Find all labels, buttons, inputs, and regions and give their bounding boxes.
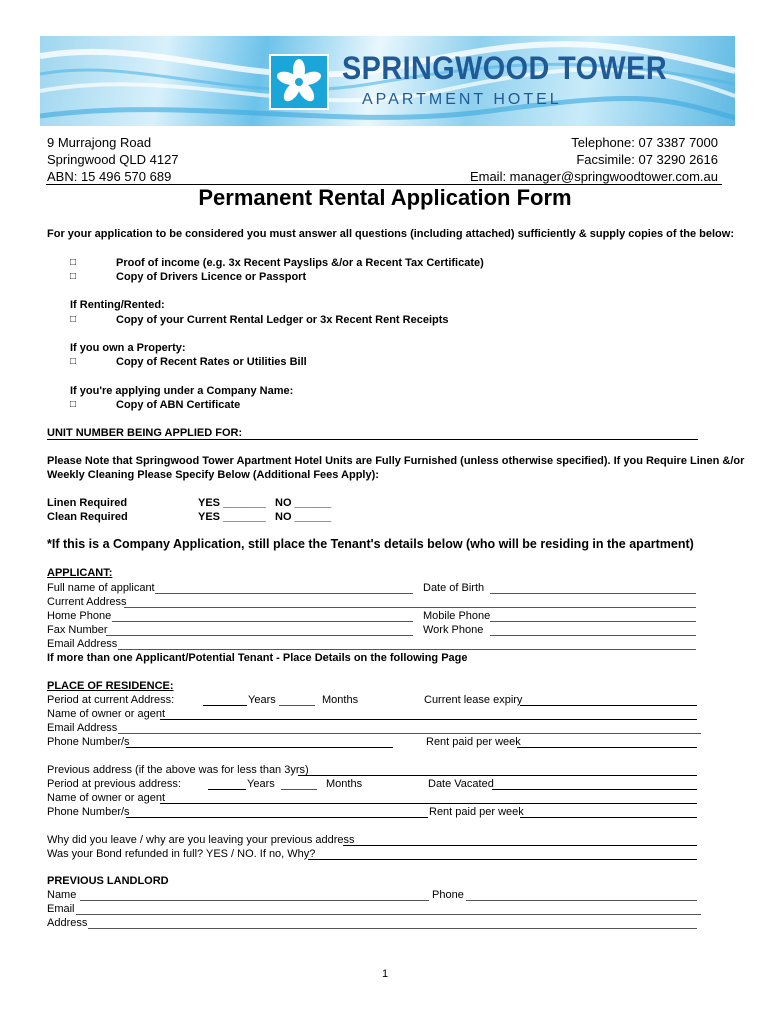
residence-email-label: Email Address [47, 722, 118, 734]
current-months-field[interactable] [279, 705, 315, 706]
applicant-heading: APPLICANT: [47, 567, 113, 579]
landlord-phone-field[interactable] [466, 900, 697, 901]
previous-phone-numbers-field[interactable] [126, 817, 428, 818]
date-vacated-field[interactable] [492, 789, 697, 790]
current-address-label: Current Address [47, 596, 127, 608]
current-months-label: Months [322, 694, 359, 706]
current-address-field[interactable] [124, 607, 696, 608]
residence-email-field[interactable] [118, 733, 701, 734]
home-phone-field[interactable] [112, 621, 413, 622]
landlord-heading: PREVIOUS LANDLORD [47, 875, 169, 887]
date-vacated-label: Date Vacated [428, 778, 494, 790]
checkbox-licence[interactable]: □ [70, 271, 77, 282]
own-heading: If you own a Property: [70, 342, 186, 354]
checkbox-rental[interactable]: □ [70, 314, 77, 325]
linen-no-field[interactable]: NO ______ [275, 497, 332, 509]
contact-phone [470, 134, 718, 185]
bond-refunded-label: Was your Bond refunded in full? YES / NO. If no, Why? [47, 848, 316, 860]
email-address-field[interactable] [118, 649, 696, 650]
owner-agent-label: Name of owner or agent [47, 708, 166, 720]
telephone-text: Telephone: 07 3387 7000 [571, 135, 718, 150]
header-banner [40, 36, 735, 126]
landlord-email-label: Email [47, 903, 75, 915]
email-text: Email: manager@springwoodtower.com.au [469, 169, 718, 184]
req-rental-text: Copy of your Current Rental Ledger or 3x Recent Rent Receipts [116, 314, 449, 326]
work-phone-field[interactable] [490, 635, 696, 636]
email-address-label: Email Address [47, 638, 118, 650]
unit-number-label: UNIT NUMBER BEING APPLIED FOR: [47, 427, 243, 439]
furnished-note-line-1: Please Note that Springwood Tower Apartment Hotel Units are Fully Furnished (unless otherwise specified). If you Require Linen &/or [47, 455, 745, 467]
req-income-text: Proof of income (e.g. 3x Recent Payslips &/or a Recent Tax Certificate) [116, 257, 484, 269]
landlord-email-field[interactable] [76, 914, 701, 915]
current-years-label: Years [248, 694, 276, 706]
req-abn-text: Copy of ABN Certificate [116, 399, 241, 411]
rent-paid-label: Rent paid per week [426, 736, 521, 748]
previous-address-label: Previous address (if the above was for less than 3yrs) [47, 764, 309, 776]
dob-field[interactable] [490, 593, 696, 594]
checkbox-rates[interactable]: □ [70, 356, 77, 367]
clean-no-field[interactable]: NO ______ [275, 511, 332, 523]
bond-refunded-field[interactable] [308, 859, 697, 860]
why-leave-field[interactable] [343, 845, 697, 846]
clean-yes-field[interactable]: YES _______ [198, 511, 266, 523]
landlord-address-field[interactable] [88, 928, 697, 929]
previous-years-label: Years [247, 778, 275, 790]
previous-months-field[interactable] [281, 789, 317, 790]
previous-rent-paid-field[interactable] [520, 817, 697, 818]
facsimile-text: Facsimile: 07 3290 2616 [576, 152, 718, 167]
mobile-phone-label: Mobile Phone [423, 610, 491, 622]
previous-owner-agent-field[interactable] [160, 803, 697, 804]
work-phone-label: Work Phone [423, 624, 484, 636]
current-lease-expiry-label: Current lease expiry [424, 694, 523, 706]
req-rates-text: Copy of Recent Rates or Utilities Bill [116, 356, 307, 368]
landlord-name-label: Name [47, 889, 77, 901]
furnished-note-line-2: Weekly Cleaning Please Specify Below (Additional Fees Apply): [47, 469, 379, 481]
previous-months-label: Months [326, 778, 363, 790]
company-heading: If you're applying under a Company Name: [70, 385, 294, 397]
page-title: Permanent Rental Application Form [198, 185, 572, 210]
intro-text: For your application to be considered you must answer all questions (including attached) sufficiently & supply copies of the below: [47, 228, 734, 240]
rent-paid-field[interactable] [517, 747, 697, 748]
mobile-phone-field[interactable] [490, 621, 696, 622]
unit-number-field[interactable] [47, 439, 698, 440]
linen-label: Linen Required [47, 497, 128, 509]
req-licence-text: Copy of Drivers Licence or Passport [116, 271, 307, 283]
period-current-label: Period at current Address: [47, 694, 175, 706]
renting-heading: If Renting/Rented: [70, 299, 165, 311]
current-years-field[interactable] [203, 705, 247, 706]
checkbox-abn[interactable]: □ [70, 399, 77, 410]
brand-title: SPRINGWOOD TOWER [342, 50, 668, 86]
previous-owner-agent-label: Name of owner or agent [47, 792, 166, 804]
previous-address-field[interactable] [298, 775, 697, 776]
landlord-address-label: Address [47, 917, 88, 929]
flower-logo-icon [269, 54, 329, 110]
dob-label: Date of Birth [423, 582, 485, 594]
landlord-phone-label: Phone [432, 889, 464, 901]
current-lease-expiry-field[interactable] [520, 705, 697, 706]
why-leave-label: Why did you leave / why are you leaving your previous address [47, 834, 355, 846]
linen-yes-field[interactable]: YES _______ [198, 497, 266, 509]
more-applicants-note: If more than one Applicant/Potential Tenant - Place Details on the following Page [47, 652, 468, 664]
previous-years-field[interactable] [208, 789, 246, 790]
owner-agent-field[interactable] [160, 719, 697, 720]
phone-numbers-label: Phone Number/s [47, 736, 130, 748]
residence-heading: PLACE OF RESIDENCE: [47, 680, 174, 692]
landlord-name-field[interactable] [80, 900, 429, 901]
page-number: 1 [381, 968, 389, 980]
contact-address [47, 134, 179, 185]
period-previous-label: Period at previous address: [47, 778, 181, 790]
abn-text: ABN: 15 496 570 689 [47, 169, 172, 184]
checkbox-income[interactable]: □ [70, 257, 77, 268]
full-name-field[interactable] [155, 593, 413, 594]
address-line-2: Springwood QLD 4127 [47, 152, 179, 167]
full-name-label: Full name of applicant [47, 582, 155, 594]
previous-phone-numbers-label: Phone Number/s [47, 806, 130, 818]
brand-subtitle: APARTMENT HOTEL [362, 91, 562, 108]
home-phone-label: Home Phone [47, 610, 112, 622]
clean-label: Clean Required [47, 511, 128, 523]
company-application-note: *If this is a Company Application, still place the Tenant's details below (who will be residing in the apartment) [47, 537, 694, 551]
phone-numbers-field[interactable] [126, 747, 393, 748]
address-line-1: 9 Murrajong Road [47, 135, 152, 150]
previous-rent-paid-label: Rent paid per week [429, 806, 524, 818]
fax-number-label: Fax Number [47, 624, 108, 636]
fax-number-field[interactable] [106, 635, 413, 636]
